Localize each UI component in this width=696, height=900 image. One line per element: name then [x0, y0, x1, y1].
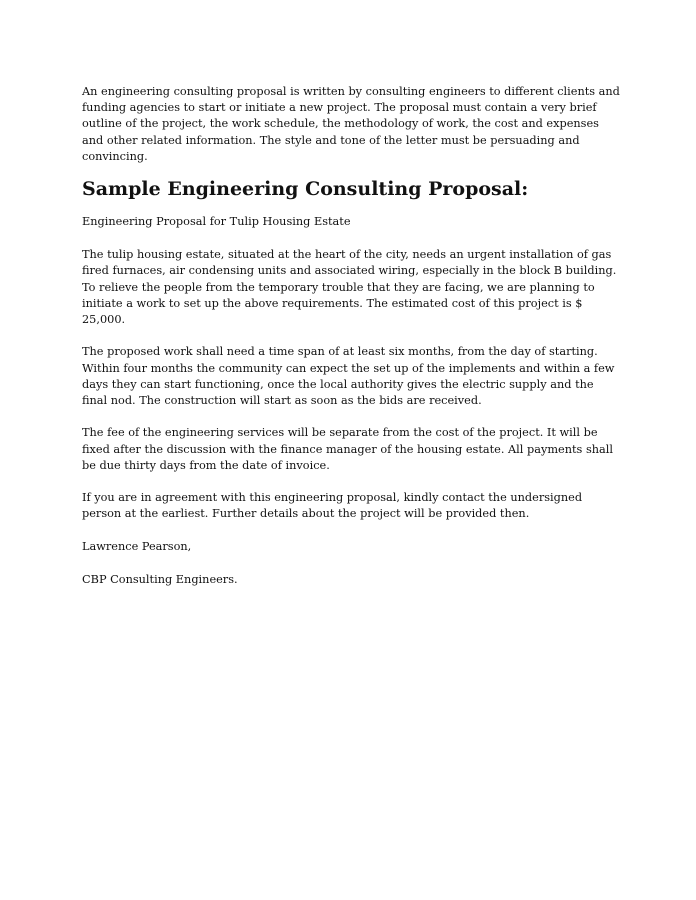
- body-paragraph-fees: The fee of the engineering services will be separate from the cost of the project. It will be fixed after the discussion with the finance manager of the housing estate. All payments shall be due thirty days from the date of invoice.: [82, 426, 613, 472]
- body-paragraph-closing: If you are in agreement with this engineering proposal, kindly contact the undersigned person at the earliest. Further details about the project will be provided then.: [82, 491, 583, 521]
- proposal-title: Engineering Proposal for Tulip Housing Estate: [82, 215, 351, 229]
- sample-heading: Sample Engineering Consulting Proposal:: [82, 178, 529, 201]
- document-page: [82, 84, 622, 604]
- signer-name: Lawrence Pearson,: [82, 539, 192, 553]
- body-paragraph-schedule: The proposed work shall need a time span of at least six months, from the day of starting. Within four months the community can expect the set up of the implements and within a few days they can start functioning, once the local authority gives the electric supply and the final nod. The construction will start as soon as the bids are received.: [82, 345, 615, 408]
- intro-paragraph: An engineering consulting proposal is written by consulting engineers to different clients and funding agencies to start or initiate a new project. The proposal must contain a very brief outline of the project, the work schedule, the methodology of work, the cost and expenses and other related information. The style and tone of the letter must be persuading and convincing.: [82, 85, 620, 163]
- signer-company: CBP Consulting Engineers.: [82, 573, 238, 587]
- body-paragraph-scope: The tulip housing estate, situated at the heart of the city, needs an urgent installation of gas fired furnaces, air condensing units and associated wiring, especially in the block B building. To relieve the people from the temporary trouble that they are facing, we are planning to initiate a work to set up the above requirements. The estimated cost of this project is $ 25,000.: [82, 248, 617, 327]
